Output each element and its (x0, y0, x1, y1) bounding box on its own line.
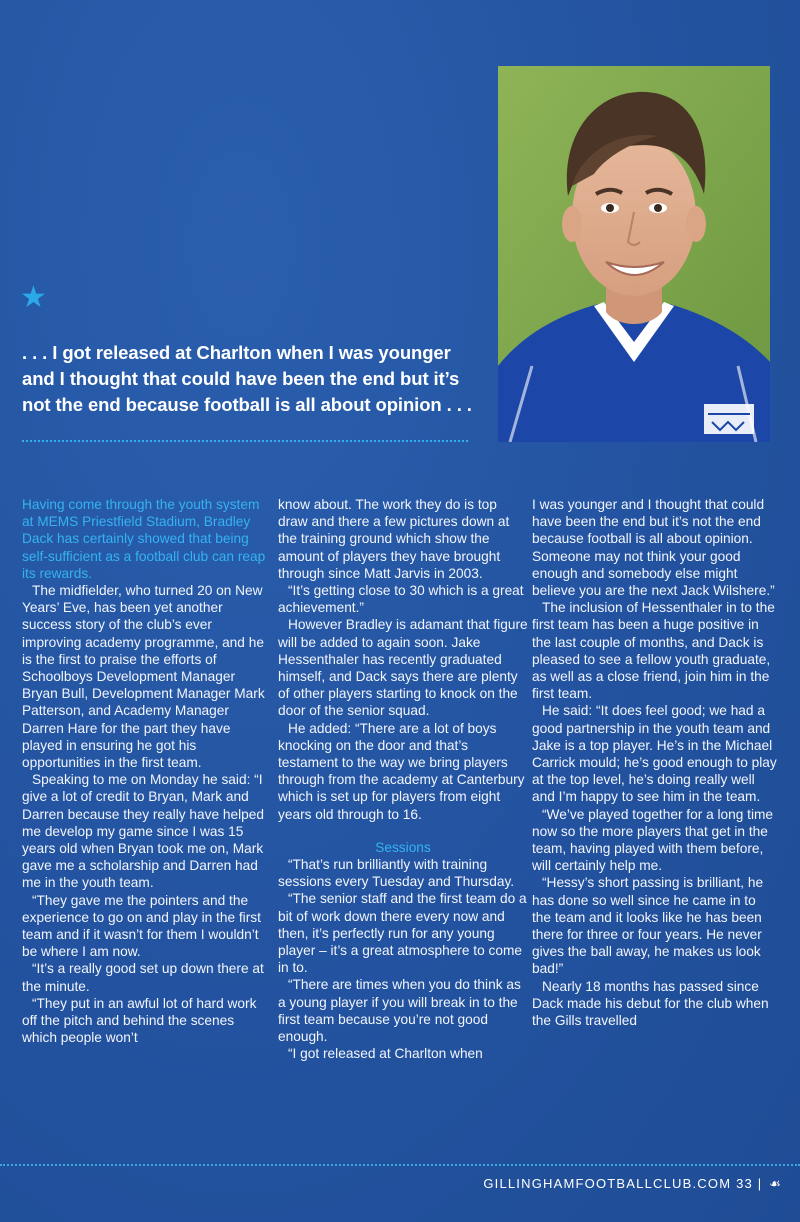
article-lead: Having come through the youth system at MEMS Priestfield Stadium, Bradley Dack has certainly showed that being self-sufficient as a football club can reap its rewards. (22, 497, 266, 581)
article-paragraph: “There are times when you do think as a young player if you will break in to the first team because you’re not good enough. (278, 977, 521, 1045)
article-paragraph: Nearly 18 months has passed since Dack made his debut for the club when the Gills travelled (532, 978, 769, 1029)
article-paragraph: “It’s a really good set up down there at the minute. (22, 961, 264, 994)
pull-quote-divider (22, 440, 468, 442)
article-paragraph: “We’ve played together for a long time now so the more players that get in the team, having played with them before, will certainly help me. (532, 806, 774, 874)
page-number: 33 (736, 1176, 753, 1191)
article-paragraph: I was younger and I thought that could have been the end but it’s not the end because football is all about opinion. Someone may not think your good enough and somebody else might believe you are the next Jack Wilshere.” (532, 497, 775, 599)
footer-separator: | (757, 1176, 763, 1191)
article-paragraph: know about. The work they do is top draw and there a few pictures down at the training ground which show the amount of players they have brought through since Matt Jarvis in 2003. (278, 497, 510, 581)
article-paragraph: “Hessy’s short passing is brilliant, he has done so well since he came in to the team and it looks like he has been there for three or four years. He never gives the ball away, he makes us look bad!” (532, 875, 764, 977)
article-column-2 (278, 496, 528, 1063)
article-paragraph: However Bradley is adamant that figure will be added to again soon. Jake Hessenthaler has recently graduated himself, and Dack says there are plenty of other players starting to knock on the door of the senior squad. (278, 617, 528, 719)
article-column-3 (532, 496, 778, 1029)
article-paragraph: The inclusion of Hessenthaler in to the first team has been a huge positive in the last couple of months, and Dack is pleased to see a fellow youth graduate, as well as a close friend, join him in the first team. (532, 600, 775, 702)
pull-quote: . . . I got released at Charlton when I was younger and I thought that could have been the end but it’s not the end because football is all about opinion . . . (22, 342, 472, 415)
article-paragraph: “It’s getting close to 30 which is a great achievement.” (278, 583, 524, 616)
article-paragraph: “That’s run brilliantly with training sessions every Tuesday and Thursday. (278, 857, 515, 890)
article-paragraph: He added: “There are a lot of boys knocking on the door and that’s testament to the way we bring players through from the academy at Canterbury which is set up for players from eight years old through to 16. (278, 720, 525, 822)
section-subhead: Sessions (375, 839, 431, 855)
star-icon: ★ (20, 280, 47, 315)
article-paragraph: “They gave me the pointers and the experience to go on and play in the first team and if it wasn’t for them I wouldn’t be where I am now. (22, 892, 261, 960)
footer-divider (0, 1164, 800, 1166)
article-paragraph: He said: “It does feel good; we had a good partnership in the youth team and Jake is a top player. He’s in the Michael Carrick mould; he’s good enough to play at the top level, he’s doing really well and I’m happy to see him in the team. (532, 703, 777, 805)
footer-site: GILLINGHAMFOOTBALLCLUB.COM (483, 1176, 732, 1191)
player-photo (498, 66, 770, 442)
article-paragraph: Speaking to me on Monday he said: “I give a lot of credit to Bryan, Mark and Darren because they really have helped me develop my game since I was 15 years old when Bryan took me on, Mark gave me a scholarship and Darren had me in the youth team. (22, 772, 264, 891)
article-paragraph: “The senior staff and the first team do a bit of work down there every now and then, it’s perfectly run for any young player – it’s a great atmosphere to come in to. (278, 891, 527, 976)
article-paragraph: “They put in an awful lot of hard work off the pitch and behind the scenes which people won’t (22, 995, 257, 1046)
article-paragraph: “I got released at Charlton when (288, 1046, 483, 1062)
article-paragraph: The midfielder, who turned 20 on New Years’ Eve, has been yet another success story of the club’s ever improving academy programme, and he is the first to praise the efforts of Schoolboys Development Manager Bryan Bull, Development Manager Mark Patterson, and Academy Manager Darren Hare for the part they have played in ensuring he got his opportunities in the first team. (22, 583, 265, 771)
page-footer (483, 1176, 782, 1192)
article-column-1 (22, 496, 272, 1047)
club-crest-icon: ☙ (769, 1176, 782, 1191)
